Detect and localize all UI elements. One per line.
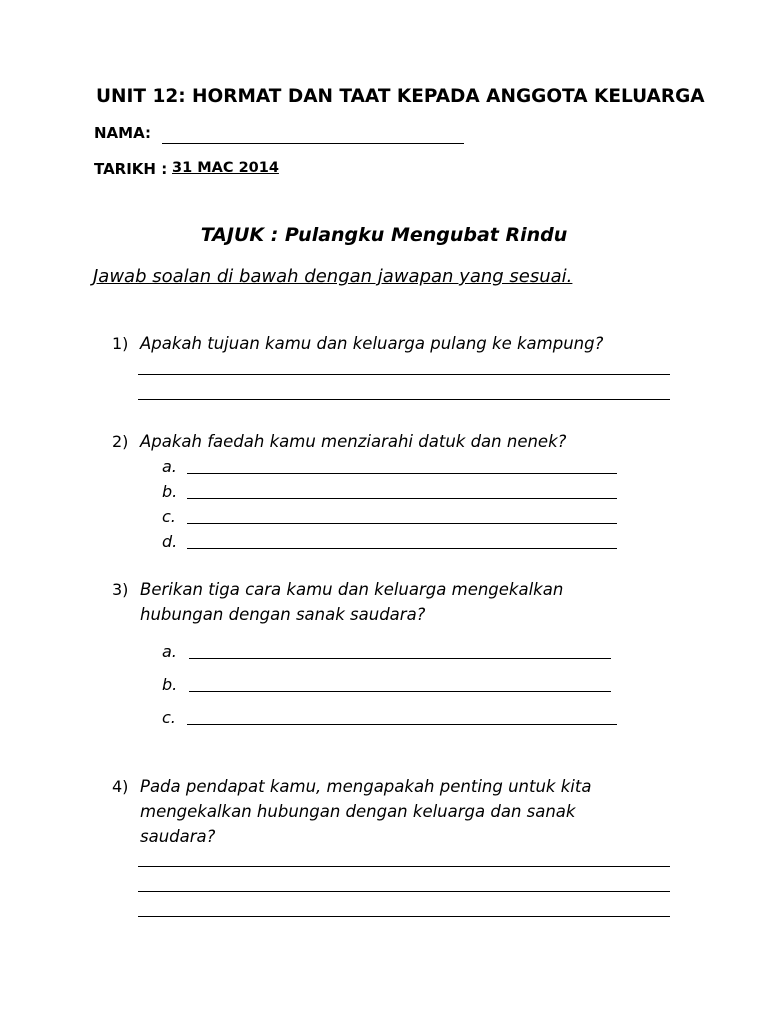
question-2-option-label: c. — [162, 507, 176, 526]
question-4-text: mengekalkan hubungan dengan keluarga dan sanak — [140, 802, 576, 821]
instruction-text: Jawab soalan di bawah dengan jawapan yang sesuai. — [93, 266, 573, 287]
question-3-text: hubungan dengan sanak saudara? — [140, 605, 426, 624]
name-label: NAMA: — [94, 124, 151, 142]
date-value: 31 MAC 2014 — [172, 160, 279, 176]
question-3-option-label: b. — [162, 675, 178, 694]
question-4-text: Pada pendapat kamu, mengapakah penting untuk kita — [140, 777, 592, 796]
question-1-number: 1) — [112, 334, 129, 353]
question-2-text: Apakah faedah kamu menziarahi datuk dan nenek? — [140, 432, 567, 451]
name-answer-line[interactable] — [162, 143, 464, 144]
question-4-text: saudara? — [140, 827, 216, 846]
question-3-option-label: a. — [162, 642, 177, 661]
question-2-option-label: b. — [162, 482, 178, 501]
question-3-option-a-line[interactable] — [189, 658, 611, 659]
question-2-option-label: d. — [162, 532, 178, 551]
question-4-answer-line[interactable] — [138, 916, 670, 917]
question-2-option-c-line[interactable] — [187, 523, 617, 524]
question-3-number: 3) — [112, 580, 129, 599]
question-2-option-d-line[interactable] — [187, 548, 617, 549]
date-label: TARIKH : — [94, 160, 168, 178]
question-3-option-b-line[interactable] — [189, 691, 611, 692]
question-4-answer-line[interactable] — [138, 866, 670, 867]
question-2-option-label: a. — [162, 457, 177, 476]
question-3-option-c-line[interactable] — [187, 724, 617, 725]
question-4-number: 4) — [112, 777, 129, 796]
question-3-option-label: c. — [162, 708, 176, 727]
question-2-option-a-line[interactable] — [187, 473, 617, 474]
question-1-text: Apakah tujuan kamu dan keluarga pulang ke kampung? — [140, 334, 604, 353]
question-4-answer-line[interactable] — [138, 891, 670, 892]
question-1-answer-line[interactable] — [138, 399, 670, 400]
unit-title: UNIT 12: HORMAT DAN TAAT KEPADA ANGGOTA KELUARGA — [96, 86, 705, 107]
question-3-text: Berikan tiga cara kamu dan keluarga mengekalkan — [140, 580, 564, 599]
topic-title: TAJUK : Pulangku Mengubat Rindu — [200, 224, 568, 246]
question-2-option-b-line[interactable] — [187, 498, 617, 499]
question-2-number: 2) — [112, 432, 129, 451]
question-1-answer-line[interactable] — [138, 374, 670, 375]
